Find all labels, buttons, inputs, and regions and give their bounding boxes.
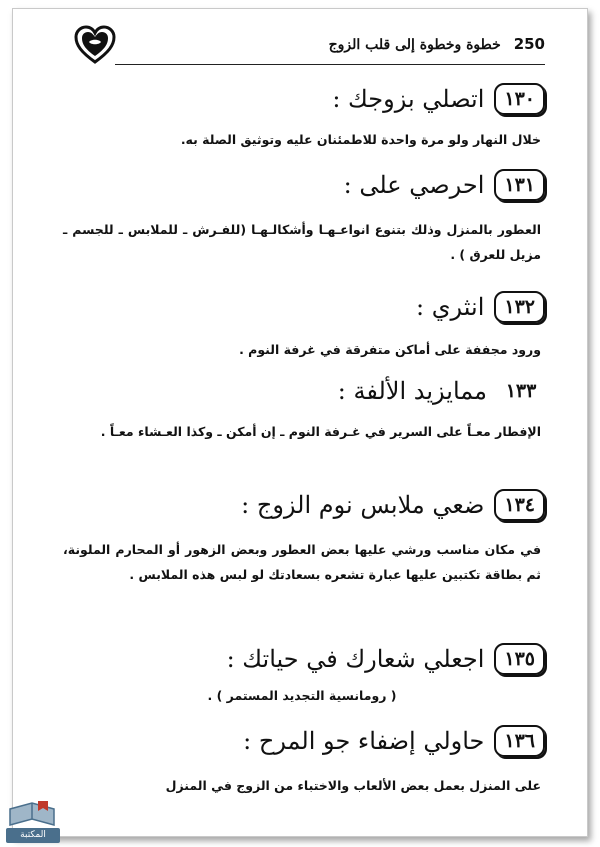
book-title: خطوة وخطوة إلى قلب الزوج bbox=[328, 37, 501, 53]
section-title: انثري : bbox=[416, 293, 485, 321]
section-number-badge: ١٣١ bbox=[494, 169, 545, 201]
section-133 bbox=[59, 371, 545, 444]
section-number-badge: ١٣٠ bbox=[494, 83, 545, 115]
heart-logo-icon bbox=[73, 25, 117, 65]
section-text: ورود مجففة على أماكن متفرقة في غرفة النوم . bbox=[239, 342, 541, 357]
section-heading bbox=[59, 165, 545, 205]
section-number-badge: ١٣٢ bbox=[494, 291, 545, 323]
section-number: ١٣٣ bbox=[505, 380, 537, 402]
section-heading bbox=[59, 371, 545, 411]
section-title: اجعلي شعارك في حياتك : bbox=[226, 645, 485, 673]
header-rule bbox=[115, 64, 545, 65]
section-text: العطور بالمنزل وذلك بتنوع انواعـهـا وأشكالـهـا (للفـرش ـ للملابس ـ للجسم ـ مزيل للعرق ) . bbox=[63, 222, 541, 262]
section-number-badge: ١٣٤ bbox=[494, 489, 545, 521]
section-135 bbox=[59, 639, 545, 708]
section-heading bbox=[59, 79, 545, 119]
book-page bbox=[59, 25, 545, 815]
page-header bbox=[59, 25, 545, 69]
section-heading bbox=[59, 721, 545, 761]
section-number-badge: ١٣٥ bbox=[494, 643, 545, 675]
section-title: احرصي على : bbox=[343, 171, 485, 199]
page-number: 250 bbox=[513, 35, 545, 53]
section-132 bbox=[59, 287, 545, 362]
section-134 bbox=[59, 485, 545, 587]
library-watermark bbox=[4, 799, 60, 843]
page-frame bbox=[12, 8, 588, 837]
section-text: على المنزل بعمل بعض الألعاب والاختباء من الزوج في المنزل bbox=[165, 778, 541, 793]
section-text: في مكان مناسب ورشي عليها بعض العطور وبعض الزهور أو المحارم الملونة، ثم بطاقة تكتبين عليها عبارة تشعره بسعادتك لو لبس هذه الملابس . bbox=[63, 542, 541, 582]
section-title: اتصلي بزوجك : bbox=[332, 85, 485, 113]
section-number-badge: ١٣٦ bbox=[494, 725, 545, 757]
section-heading bbox=[59, 287, 545, 327]
book-logo-icon bbox=[4, 799, 60, 829]
section-text: الإفطار معـاً على السرير في غـرفة النوم ـ إن أمكن ـ وكذا العـشاء معـاً . bbox=[100, 424, 541, 439]
section-131 bbox=[59, 165, 545, 267]
section-title: ممايزيد الألفة : bbox=[337, 377, 487, 405]
section-title: ضعي ملابس نوم الزوج : bbox=[241, 491, 485, 519]
section-heading bbox=[59, 639, 545, 679]
section-text: ( رومانسية التجديد المستمر ) . bbox=[207, 688, 397, 703]
section-130 bbox=[59, 79, 545, 152]
section-title: حاولي إضفاء جو المرح : bbox=[243, 727, 485, 755]
section-heading bbox=[59, 485, 545, 525]
watermark-label: المكتبة bbox=[6, 828, 60, 843]
running-head bbox=[329, 35, 545, 53]
section-136 bbox=[59, 721, 545, 798]
section-text: خلال النهار ولو مرة واحدة للاطمئنان عليه وتوثيق الصلة به. bbox=[180, 132, 541, 147]
